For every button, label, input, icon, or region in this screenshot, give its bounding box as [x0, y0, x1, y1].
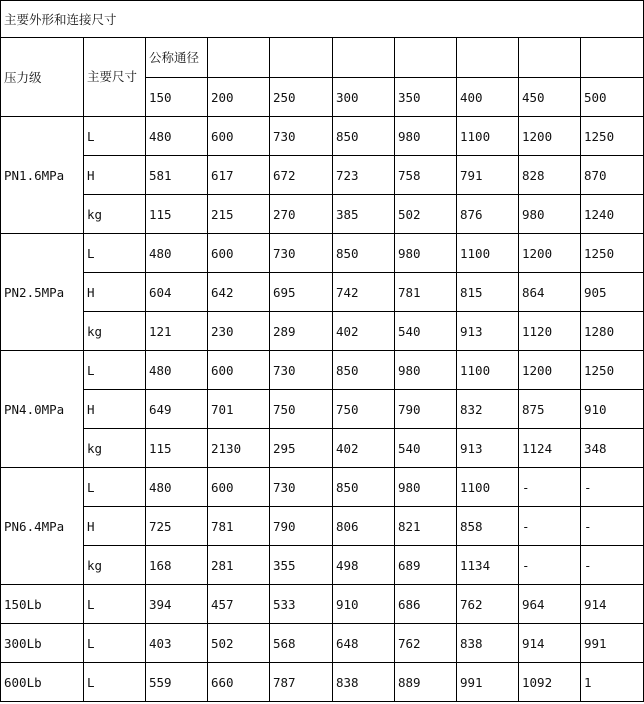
value-cell: 991: [581, 624, 644, 663]
value-cell: 1200: [519, 234, 581, 273]
value-cell: 850: [333, 351, 395, 390]
value-cell: 480: [146, 468, 208, 507]
value-cell: 1280: [581, 312, 644, 351]
value-cell: 980: [519, 195, 581, 234]
value-cell: 540: [395, 312, 457, 351]
value-cell: 600: [208, 234, 270, 273]
diameter-value-cell: 300: [333, 78, 395, 117]
table-row: [1, 351, 644, 390]
pressure-grade-cell: PN2.5MPa: [1, 234, 84, 351]
value-cell: 695: [270, 273, 333, 312]
value-cell: 723: [333, 156, 395, 195]
header-blank-cell: [395, 38, 457, 78]
value-cell: 980: [395, 234, 457, 273]
value-cell: 750: [270, 390, 333, 429]
value-cell: 980: [395, 117, 457, 156]
value-cell: 914: [581, 585, 644, 624]
value-cell: 910: [581, 390, 644, 429]
value-cell: 1250: [581, 351, 644, 390]
diameter-value-cell: 200: [208, 78, 270, 117]
value-cell: 1240: [581, 195, 644, 234]
header-blank-cell: [208, 38, 270, 78]
header-row: [1, 38, 644, 78]
value-cell: 689: [395, 546, 457, 585]
value-cell: 672: [270, 156, 333, 195]
nominal-diameter-header: 公称通径: [146, 38, 208, 78]
value-cell: 660: [208, 663, 270, 702]
value-cell: 600: [208, 117, 270, 156]
value-cell: 781: [395, 273, 457, 312]
value-cell: 686: [395, 585, 457, 624]
value-cell: 502: [395, 195, 457, 234]
value-cell: 815: [457, 273, 519, 312]
value-cell: 730: [270, 117, 333, 156]
value-cell: 649: [146, 390, 208, 429]
header-blank-cell: [270, 38, 333, 78]
value-cell: 498: [333, 546, 395, 585]
value-cell: 850: [333, 117, 395, 156]
value-cell: 838: [457, 624, 519, 663]
value-cell: 600: [208, 351, 270, 390]
value-cell: 913: [457, 429, 519, 468]
value-cell: 858: [457, 507, 519, 546]
table-row: [1, 429, 644, 468]
value-cell: 600: [208, 468, 270, 507]
header-blank-cell: [519, 38, 581, 78]
table-row: [1, 468, 644, 507]
value-cell: 1100: [457, 351, 519, 390]
dimension-cell: kg: [84, 429, 146, 468]
value-cell: 838: [333, 663, 395, 702]
grade-header: 压力级: [1, 38, 84, 117]
value-cell: 864: [519, 273, 581, 312]
value-cell: -: [519, 546, 581, 585]
value-cell: 502: [208, 624, 270, 663]
dimension-cell: H: [84, 507, 146, 546]
table-row: [1, 585, 644, 624]
value-cell: 725: [146, 507, 208, 546]
diameter-value-cell: 400: [457, 78, 519, 117]
value-cell: 1200: [519, 117, 581, 156]
value-cell: 781: [208, 507, 270, 546]
value-cell: 1250: [581, 117, 644, 156]
value-cell: 730: [270, 468, 333, 507]
dimension-header: 主要尺寸: [84, 38, 146, 117]
value-cell: 295: [270, 429, 333, 468]
value-cell: 115: [146, 429, 208, 468]
table-body: [1, 1, 644, 702]
table-row: [1, 195, 644, 234]
pressure-grade-cell: PN4.0MPa: [1, 351, 84, 468]
value-cell: -: [519, 468, 581, 507]
value-cell: 1120: [519, 312, 581, 351]
header-blank-cell: [457, 38, 519, 78]
value-cell: 533: [270, 585, 333, 624]
value-cell: 581: [146, 156, 208, 195]
value-cell: 730: [270, 234, 333, 273]
dimension-cell: L: [84, 234, 146, 273]
diameter-value-cell: 350: [395, 78, 457, 117]
table-row: [1, 546, 644, 585]
dimension-cell: kg: [84, 312, 146, 351]
value-cell: 480: [146, 117, 208, 156]
value-cell: 115: [146, 195, 208, 234]
value-cell: 559: [146, 663, 208, 702]
value-cell: 1092: [519, 663, 581, 702]
value-cell: 750: [333, 390, 395, 429]
value-cell: 980: [395, 351, 457, 390]
value-cell: 281: [208, 546, 270, 585]
value-cell: 1124: [519, 429, 581, 468]
value-cell: 402: [333, 429, 395, 468]
dimension-cell: H: [84, 156, 146, 195]
value-cell: 604: [146, 273, 208, 312]
value-cell: 648: [333, 624, 395, 663]
table-row: [1, 507, 644, 546]
header-blank-cell: [333, 38, 395, 78]
table-row: [1, 117, 644, 156]
value-cell: 355: [270, 546, 333, 585]
value-cell: 821: [395, 507, 457, 546]
value-cell: 480: [146, 234, 208, 273]
value-cell: 790: [270, 507, 333, 546]
dimension-cell: L: [84, 663, 146, 702]
value-cell: 889: [395, 663, 457, 702]
table-row: [1, 234, 644, 273]
dimension-cell: L: [84, 585, 146, 624]
value-cell: 215: [208, 195, 270, 234]
value-cell: 1100: [457, 468, 519, 507]
value-cell: 1134: [457, 546, 519, 585]
value-cell: 850: [333, 234, 395, 273]
value-cell: 964: [519, 585, 581, 624]
dimension-cell: H: [84, 390, 146, 429]
dimension-cell: kg: [84, 195, 146, 234]
table-row: [1, 156, 644, 195]
pressure-grade-cell: PN6.4MPa: [1, 468, 84, 585]
diameter-value-cell: 250: [270, 78, 333, 117]
value-cell: 1100: [457, 234, 519, 273]
value-cell: 875: [519, 390, 581, 429]
table-row: [1, 390, 644, 429]
value-cell: 828: [519, 156, 581, 195]
value-cell: 1200: [519, 351, 581, 390]
value-cell: 876: [457, 195, 519, 234]
dimension-cell: H: [84, 273, 146, 312]
value-cell: 480: [146, 351, 208, 390]
dimension-cell: L: [84, 351, 146, 390]
value-cell: 870: [581, 156, 644, 195]
value-cell: 617: [208, 156, 270, 195]
value-cell: 758: [395, 156, 457, 195]
title-row: [1, 1, 644, 38]
value-cell: 730: [270, 351, 333, 390]
value-cell: -: [519, 507, 581, 546]
value-cell: 168: [146, 546, 208, 585]
value-cell: 121: [146, 312, 208, 351]
value-cell: 832: [457, 390, 519, 429]
value-cell: -: [581, 507, 644, 546]
value-cell: 457: [208, 585, 270, 624]
dimension-cell: L: [84, 468, 146, 507]
value-cell: 742: [333, 273, 395, 312]
value-cell: 2130: [208, 429, 270, 468]
table-row: [1, 663, 644, 702]
dimension-cell: L: [84, 624, 146, 663]
value-cell: 394: [146, 585, 208, 624]
value-cell: 1: [581, 663, 644, 702]
value-cell: 230: [208, 312, 270, 351]
value-cell: -: [581, 468, 644, 507]
value-cell: 348: [581, 429, 644, 468]
value-cell: 787: [270, 663, 333, 702]
value-cell: 289: [270, 312, 333, 351]
value-cell: 980: [395, 468, 457, 507]
pressure-grade-cell: PN1.6MPa: [1, 117, 84, 234]
value-cell: 991: [457, 663, 519, 702]
dimension-cell: L: [84, 117, 146, 156]
table-title: 主要外形和连接尺寸: [1, 1, 644, 38]
value-cell: 270: [270, 195, 333, 234]
pressure-grade-cell: 150Lb: [1, 585, 84, 624]
value-cell: 1100: [457, 117, 519, 156]
table-row: [1, 624, 644, 663]
value-cell: 402: [333, 312, 395, 351]
value-cell: 790: [395, 390, 457, 429]
value-cell: 385: [333, 195, 395, 234]
value-cell: 540: [395, 429, 457, 468]
value-cell: 568: [270, 624, 333, 663]
dimension-cell: kg: [84, 546, 146, 585]
value-cell: -: [581, 546, 644, 585]
pressure-grade-cell: 300Lb: [1, 624, 84, 663]
value-cell: 806: [333, 507, 395, 546]
value-cell: 913: [457, 312, 519, 351]
table-row: [1, 312, 644, 351]
value-cell: 850: [333, 468, 395, 507]
table-row: [1, 273, 644, 312]
value-cell: 701: [208, 390, 270, 429]
value-cell: 642: [208, 273, 270, 312]
header-blank-cell: [581, 38, 644, 78]
value-cell: 1250: [581, 234, 644, 273]
value-cell: 762: [457, 585, 519, 624]
pressure-grade-cell: 600Lb: [1, 663, 84, 702]
value-cell: 403: [146, 624, 208, 663]
diameter-value-cell: 500: [581, 78, 644, 117]
value-cell: 762: [395, 624, 457, 663]
value-cell: 910: [333, 585, 395, 624]
value-cell: 905: [581, 273, 644, 312]
diameter-value-cell: 150: [146, 78, 208, 117]
value-cell: 791: [457, 156, 519, 195]
diameter-value-cell: 450: [519, 78, 581, 117]
value-cell: 914: [519, 624, 581, 663]
